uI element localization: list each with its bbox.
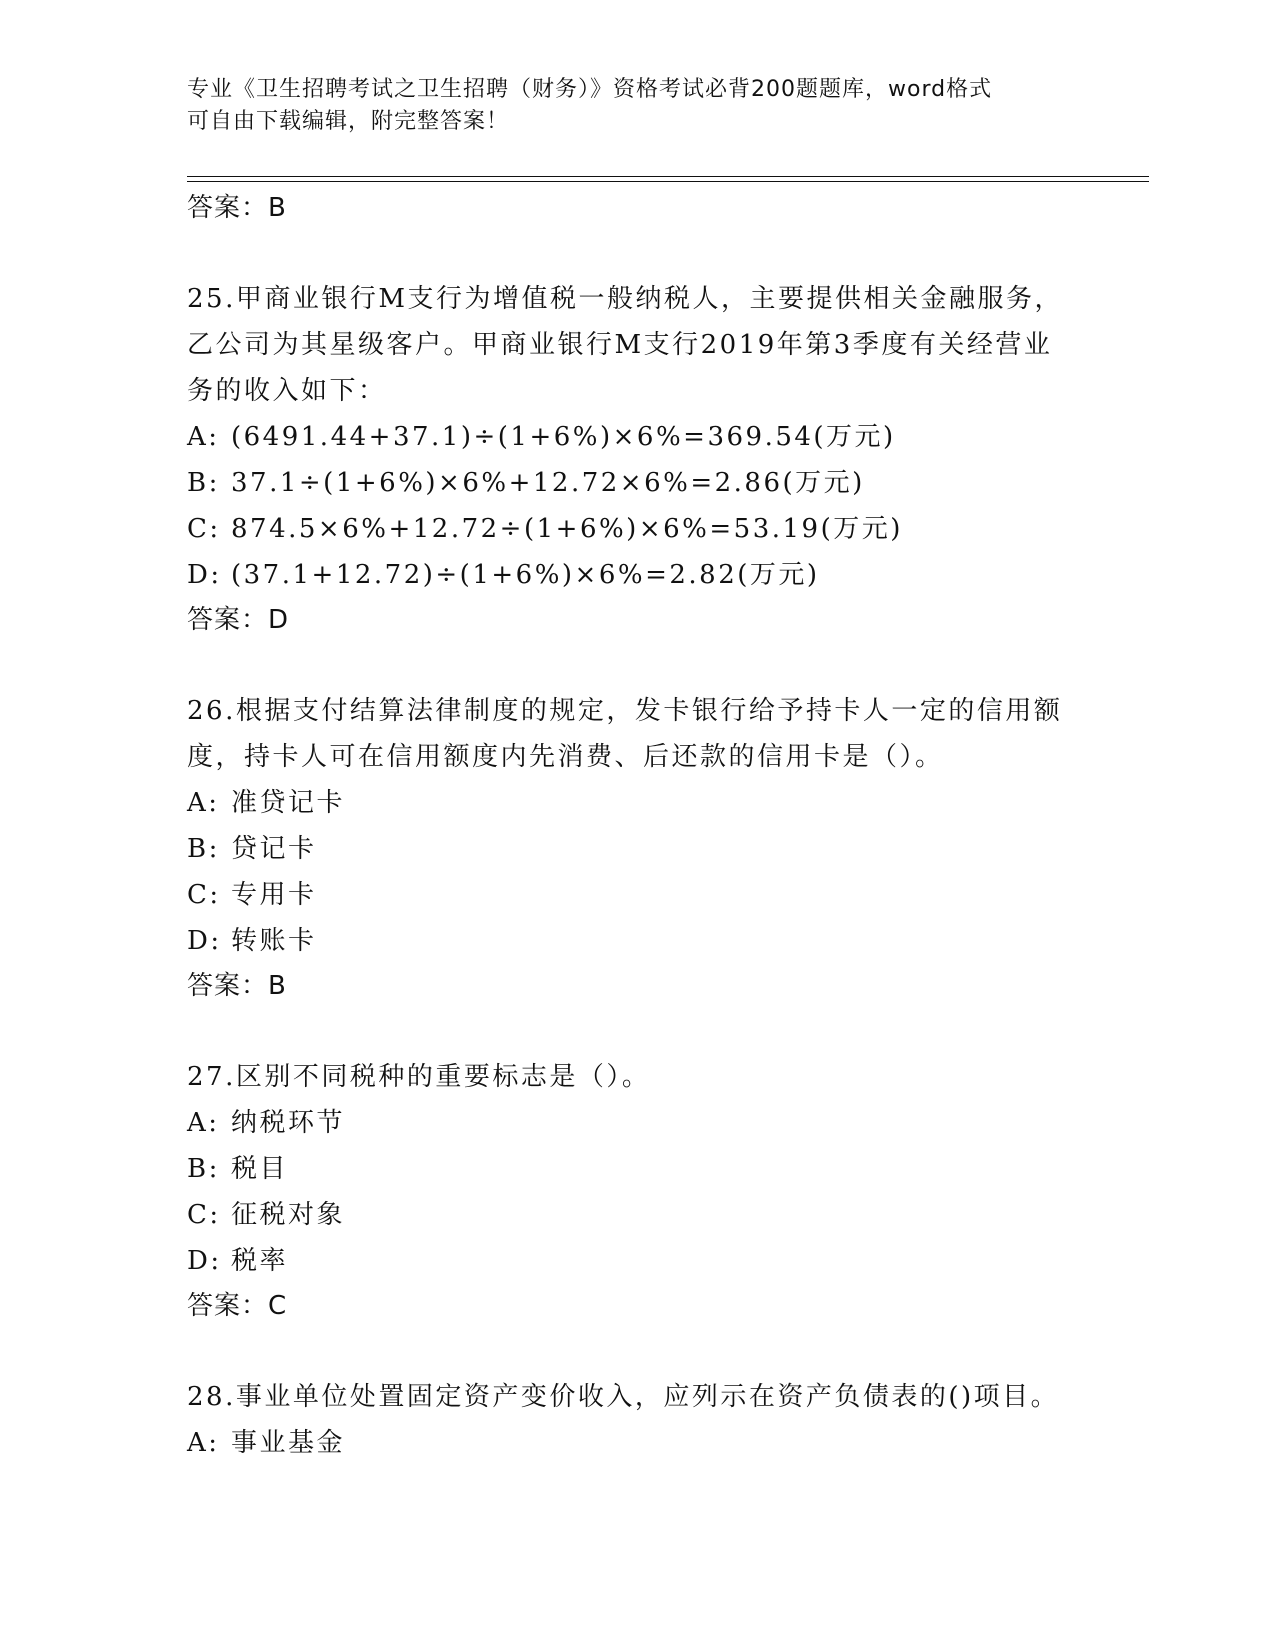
header-rule-bottom bbox=[187, 181, 1149, 182]
option-letter: B: bbox=[187, 468, 220, 498]
question-list bbox=[187, 276, 1087, 1466]
question-block bbox=[187, 1054, 1087, 1329]
question-block bbox=[187, 1374, 1087, 1466]
question-text: 度，持卡人可在信用额度内先消费、后还款的信用卡是（）。 bbox=[187, 742, 944, 772]
option-row bbox=[187, 872, 1087, 918]
option-row bbox=[187, 1100, 1087, 1146]
header-line-2: 可自由下载编辑，附完整答案！ bbox=[187, 109, 510, 134]
option-text: 征税对象 bbox=[231, 1200, 346, 1230]
option-row bbox=[187, 1192, 1087, 1238]
option-text: 准贷记卡 bbox=[231, 788, 346, 818]
option-letter: C: bbox=[187, 880, 221, 910]
option-letter: B: bbox=[187, 834, 220, 864]
option-row bbox=[187, 1238, 1087, 1284]
question-text: 25.甲商业银行M支行为增值税一般纳税人，主要提供相关金融服务， bbox=[187, 284, 1063, 314]
option-text: 税率 bbox=[231, 1246, 289, 1276]
option-text: (37.1+12.72)÷(1+6%)×6%=2.82(万元) bbox=[231, 560, 820, 590]
option-row bbox=[187, 506, 1087, 552]
option-text: (6491.44+37.1)÷(1+6%)×6%=369.54(万元) bbox=[231, 422, 896, 452]
option-letter: A: bbox=[187, 788, 220, 818]
option-text: 37.1÷(1+6%)×6%+12.72×6%=2.86(万元) bbox=[231, 468, 865, 498]
question-block bbox=[187, 688, 1087, 1009]
option-row bbox=[187, 780, 1087, 826]
answer-line: 答案：C bbox=[187, 1291, 288, 1321]
option-letter: A: bbox=[187, 422, 220, 452]
option-text: 税目 bbox=[231, 1154, 289, 1184]
option-text: 事业基金 bbox=[231, 1428, 346, 1458]
option-row bbox=[187, 1146, 1087, 1192]
answer-line: 答案：B bbox=[187, 971, 287, 1001]
option-letter: A: bbox=[187, 1428, 220, 1458]
answer-line: 答案：D bbox=[187, 605, 290, 635]
option-letter: A: bbox=[187, 1108, 220, 1138]
header-rule-top bbox=[187, 176, 1149, 177]
question-text: 27.区别不同税种的重要标志是（）。 bbox=[187, 1062, 651, 1092]
question-block bbox=[187, 276, 1087, 643]
option-letter: D: bbox=[187, 560, 222, 590]
option-text: 转账卡 bbox=[231, 926, 317, 956]
option-text: 874.5×6%+12.72÷(1+6%)×6%=53.19(万元) bbox=[231, 514, 903, 544]
option-row bbox=[187, 414, 1087, 460]
option-row bbox=[187, 918, 1087, 964]
option-letter: B: bbox=[187, 1154, 220, 1184]
option-letter: D: bbox=[187, 1246, 222, 1276]
answer-line: 答案：B bbox=[187, 193, 287, 223]
document-header bbox=[187, 74, 1067, 138]
option-text: 贷记卡 bbox=[231, 834, 317, 864]
option-letter: C: bbox=[187, 514, 221, 544]
question-text: 乙公司为其星级客户。甲商业银行M支行2019年第3季度有关经营业 bbox=[187, 330, 1053, 360]
option-row bbox=[187, 460, 1087, 506]
question-text: 28.事业单位处置固定资产变价收入，应列示在资产负债表的()项目。 bbox=[187, 1382, 1060, 1412]
document-body bbox=[187, 186, 1087, 1466]
option-text: 纳税环节 bbox=[231, 1108, 346, 1138]
question-text: 务的收入如下： bbox=[187, 376, 387, 406]
option-row bbox=[187, 826, 1087, 872]
option-letter: C: bbox=[187, 1200, 221, 1230]
header-line-1: 专业《卫生招聘考试之卫生招聘（财务）》资格考试必背200题题库，word格式 bbox=[187, 77, 993, 102]
option-text: 专用卡 bbox=[231, 880, 317, 910]
option-letter: D: bbox=[187, 926, 222, 956]
option-row bbox=[187, 1420, 1087, 1466]
question-text: 26.根据支付结算法律制度的规定，发卡银行给予持卡人一定的信用额 bbox=[187, 696, 1063, 726]
option-row bbox=[187, 552, 1087, 598]
